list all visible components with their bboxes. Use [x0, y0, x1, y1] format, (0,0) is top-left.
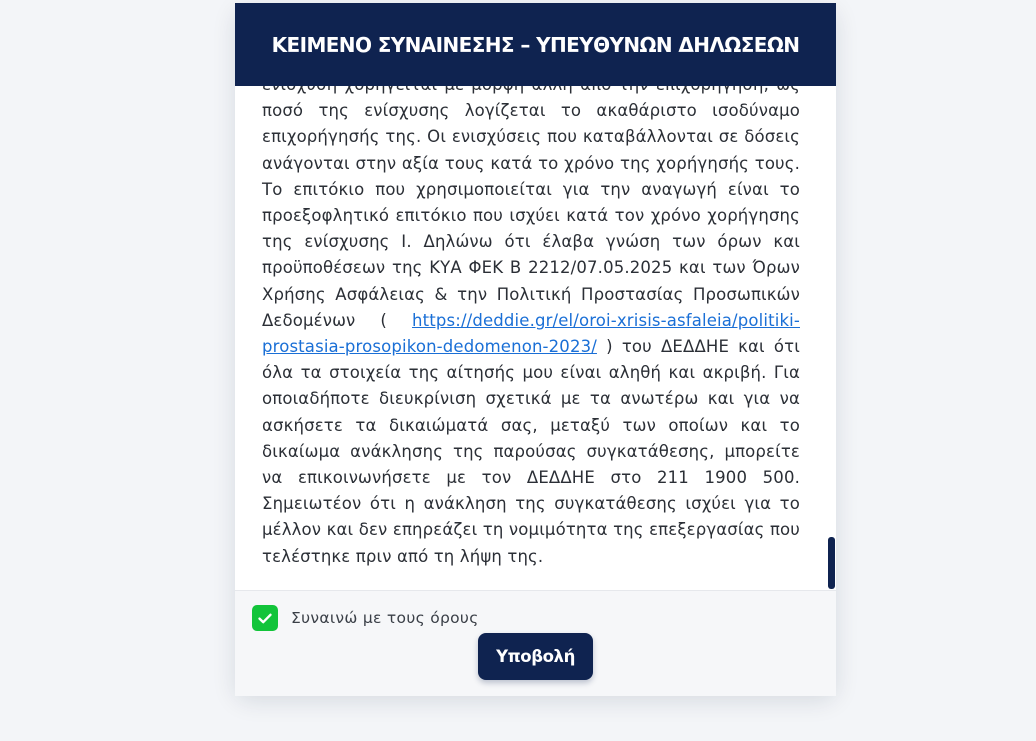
consent-text-part-2: ) του ΔΕΔΔΗΕ και ότι όλα τα στοιχεία της αίτησής μου είναι αληθή και ακριβή. Για οποιαδήποτε διευκρίνιση σχετικά με τα ανωτέρω και για να ασκήσετε τα δικαιώματά σας, μεταξύ των οποίων και το δικαίωμα ανάκλησης της παρούσας συγκατάθεσης, μπορείτε να επικοινωνήσετε με τον ΔΕΔΔΗΕ στο 211 1900 500. Σημειωτέον ότι η ανάκληση της συγκατάθεσης ισχύει για το μέλλον και δεν επηρεάζει τη νομιμότητα της επεξεργασίας που τελέστηκε πριν από τη λήψη της.: [262, 337, 800, 566]
check-icon: [258, 613, 272, 624]
consent-text-scroll-area[interactable]: [235, 86, 836, 592]
modal-footer: [235, 590, 836, 696]
consent-text-part-1: ποσό της ενίσχυσης λογίζεται το ακαθάριστο ισοδύναμο επιχορήγησής της. Οι ενισχύσεις που καταβάλλονται σε δόσεις ανάγονται στην αξία τους κατά το χρόνο της χορήγησής τους. Το επιτόκιο που χρησιμοποιείται για την αναγωγή είναι το προεξοφλητικό επιτόκιο που ισχύει κατά τον χρόνο χορήγησης της ενίσχυσης Ι. Δηλώνω ότι έλαβα γνώση των όρων και προϋποθέσεων της ΚΥΑ ΦΕΚ Β 2212/07.05.2025 και των Όρων Χρήσης Ασφάλειας & την Πολιτική Προστασίας Προσωπικών Δεδομένων (: [262, 101, 800, 330]
modal-title: ΚΕΙΜΕΝΟ ΣΥΝΑΙΝΕΣΗΣ – ΥΠΕΥΘΥΝΩΝ ΔΗΛΩΣΕΩΝ: [271, 32, 800, 57]
scrollbar-track[interactable]: [825, 86, 836, 592]
agree-terms-checkbox[interactable]: [252, 605, 278, 631]
agree-terms-row[interactable]: [252, 605, 479, 631]
submit-button[interactable]: Υποβολή: [478, 633, 593, 680]
privacy-policy-link[interactable]: https://deddie.gr/el/oroi-xrisis-asfaleia/politiki-prostasia-prosopikon-dedomenon-2023/: [262, 310, 800, 357]
consent-modal: [235, 3, 836, 695]
scrollbar-thumb[interactable]: [828, 537, 835, 589]
consent-text: [262, 72, 800, 570]
agree-terms-label: Συναινώ με τους όρους: [291, 609, 479, 627]
modal-header: [235, 3, 836, 86]
